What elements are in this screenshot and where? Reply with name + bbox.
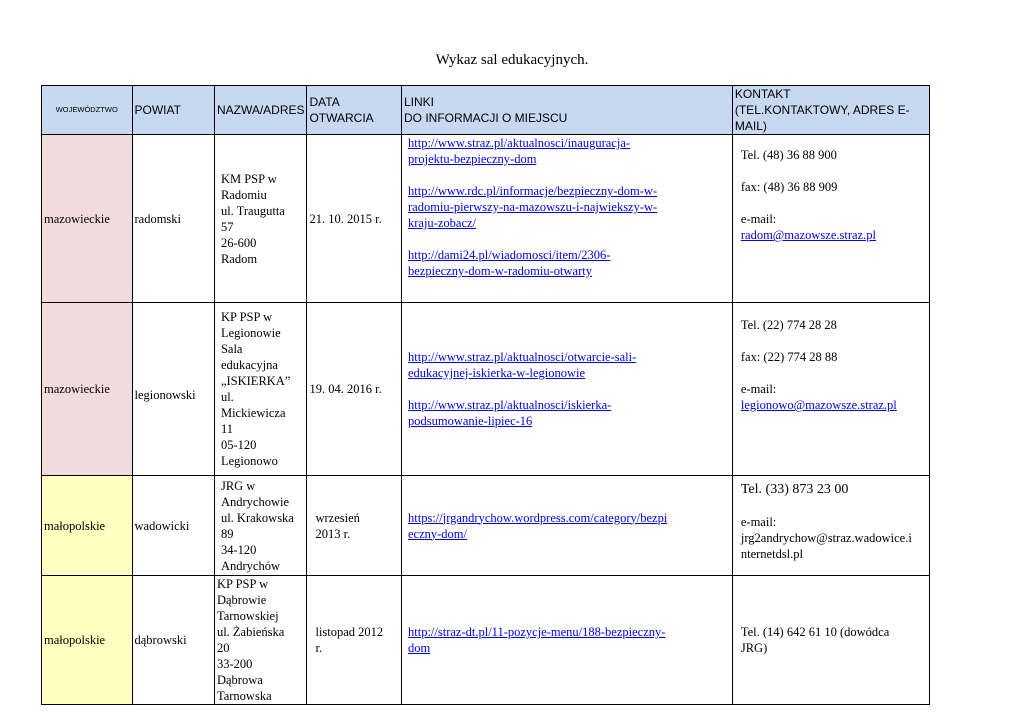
nazwa-line: 11 [220,422,233,436]
nazwa-line: ul. Traugutta [220,203,285,218]
link-line: dom [408,641,431,655]
header-data-line2: OTWARCIA [309,111,374,125]
cell-wojewodztwo: mazowieckie [42,303,133,476]
nazwa-line: 89 [220,526,234,541]
nazwa-line: Sala [220,342,243,356]
data-line: 2013 r. [315,526,351,541]
nazwa-line: Andrychowie [220,494,289,509]
contact-email: jrg2andrychow@straz.wadowice.i [740,531,912,545]
header-kontakt-line3: MAIL) [734,119,767,133]
cell-data [307,576,402,705]
info-link[interactable] [408,247,730,279]
cell-powiat: dąbrowski [132,576,214,705]
cell-powiat: legionowski [132,303,214,476]
info-link[interactable] [408,183,730,231]
nazwa-line: ul. Krakowska [220,510,294,525]
info-link[interactable] [408,135,730,167]
header-powiat: POWIAT [132,86,214,135]
cell-wojewodztwo: małopolskie [42,576,133,705]
nazwa-line: 20 [216,641,230,655]
table-row [42,303,930,476]
nazwa-line: Dąbrowa [216,673,263,687]
nazwa-line: KP PSP w [220,310,273,324]
header-linki-line1: LINKI [404,95,435,109]
header-nazwa: NAZWA/ADRES [214,86,307,135]
nazwa-line: JRG w [220,478,256,493]
table-row [42,576,930,705]
nazwa-line: Dąbrowie [216,593,267,607]
table-row [42,476,930,576]
link-line: radomiu-pierwszy-na-mazowszu-i-najwiekszy-w- [408,200,658,214]
header-kontakt [732,86,929,135]
data-line: r. [315,641,323,655]
contact-email: nternetdsl.pl [740,547,803,561]
table-row [42,135,930,303]
nazwa-line: Andrychów [220,558,280,573]
link-line: projektu-bezpieczny-dom [408,152,537,166]
info-link[interactable] [408,624,730,656]
contact-email-label: e-mail: [740,382,777,396]
cell-nazwa [214,576,307,705]
nazwa-line: KM PSP w [220,171,277,186]
table-header-row [42,86,930,135]
nazwa-line: 57 [220,219,234,234]
cell-wojewodztwo: małopolskie [42,476,133,576]
header-data-line1: DATA [309,95,340,109]
nazwa-line: „ISKIERKA” [220,374,291,388]
info-link[interactable] [408,510,730,542]
link-line: https://jrgandrychow.wordpress.com/category/bezpi [408,510,668,525]
header-data [307,86,402,135]
contact-email-label: e-mail: [740,515,777,529]
cell-data: 19. 04. 2016 r. [307,303,402,476]
contact-fax: fax: (22) 774 28 88 [740,350,838,364]
link-line: http://www.straz.pl/aktualnosci/otwarcie-sali- [408,350,637,364]
nazwa-line: ul. Żabieńska [216,625,285,639]
contact-fax: fax: (48) 36 88 909 [740,180,838,194]
link-line: http://straz-dt.pl/11-pozycje-menu/188-bezpieczny- [408,625,666,639]
link-line: bezpieczny-dom-w-radomiu-otwarty [408,264,592,278]
education-rooms-table [41,85,930,705]
nazwa-line: Mickiewicza [220,406,286,420]
link-line: podsumowanie-lipiec-16 [408,414,533,428]
page-title: Wykaz sal edukacyjnych. [435,52,589,68]
header-kontakt-line2: (TEL.KONTAKTOWY, ADRES E- [734,103,910,117]
contact-tel: Tel. (33) 873 23 00 [740,482,849,497]
contact-tel: Tel. (14) 642 61 10 (dowódca [740,625,890,639]
header-linki [402,86,733,135]
data-line: listopad 2012 [315,625,384,639]
cell-kontakt [732,476,929,576]
header-kontakt-line1: KONTAKT [734,87,791,101]
cell-powiat: wadowicki [132,476,214,576]
nazwa-line: Legionowo [220,454,278,468]
header-linki-line2: DO INFORMACJI O MIEJSCU [404,111,568,125]
nazwa-line: edukacyjna [220,358,278,372]
cell-nazwa [214,135,307,303]
cell-nazwa [214,303,307,476]
link-line: http://www.straz.pl/aktualnosci/iskierka- [408,398,612,412]
contact-tel: Tel. (48) 36 88 900 [740,148,837,162]
link-line: http://dami24.pl/wiadomosci/item/2306- [408,248,611,262]
nazwa-line: Legionowie [220,326,281,340]
contact-email-link[interactable]: legionowo@mazowsze.straz.pl [740,398,897,412]
link-line: edukacyjnej-iskierka-w-legionowie [408,366,586,380]
cell-nazwa [214,476,307,576]
nazwa-line: 05-120 [220,438,257,452]
nazwa-line: 26-600 [220,235,257,250]
cell-links [402,576,733,705]
cell-links [402,303,733,476]
cell-kontakt [732,135,929,303]
contact-email-link[interactable]: radom@mazowsze.straz.pl [740,228,876,242]
link-line: kraju-zobacz/ [408,216,477,230]
cell-kontakt [732,303,929,476]
nazwa-line: Tarnowska [216,689,272,703]
header-wojewodztwo: WOJEWÓDZTWO [42,86,133,135]
link-line: http://www.rdc.pl/informacje/bezpieczny-dom-w- [408,184,658,198]
cell-data [307,476,402,576]
data-line: wrzesień [315,510,360,525]
nazwa-line: Radomiu [220,187,267,202]
link-line: http://www.straz.pl/aktualnosci/inauguracja- [408,136,631,150]
cell-kontakt [732,576,929,705]
contact-email-label: e-mail: [740,212,777,226]
info-link[interactable] [408,349,730,381]
cell-links [402,476,733,576]
link-line: eczny-dom/ [408,526,468,541]
nazwa-line: Radom [220,251,258,266]
nazwa-line: 34-120 [220,542,257,557]
contact-tel: JRG) [740,641,768,655]
contact-tel: Tel. (22) 774 28 28 [740,318,837,332]
nazwa-line: KP PSP w [216,577,269,591]
cell-links [402,135,733,303]
info-link[interactable] [408,397,730,429]
cell-data: 21. 10. 2015 r. [307,135,402,303]
cell-wojewodztwo: mazowieckie [42,135,133,303]
nazwa-line: ul. [220,390,234,404]
nazwa-line: 33-200 [216,657,253,671]
cell-powiat: radomski [132,135,214,303]
nazwa-line: Tarnowskiej [216,609,279,623]
